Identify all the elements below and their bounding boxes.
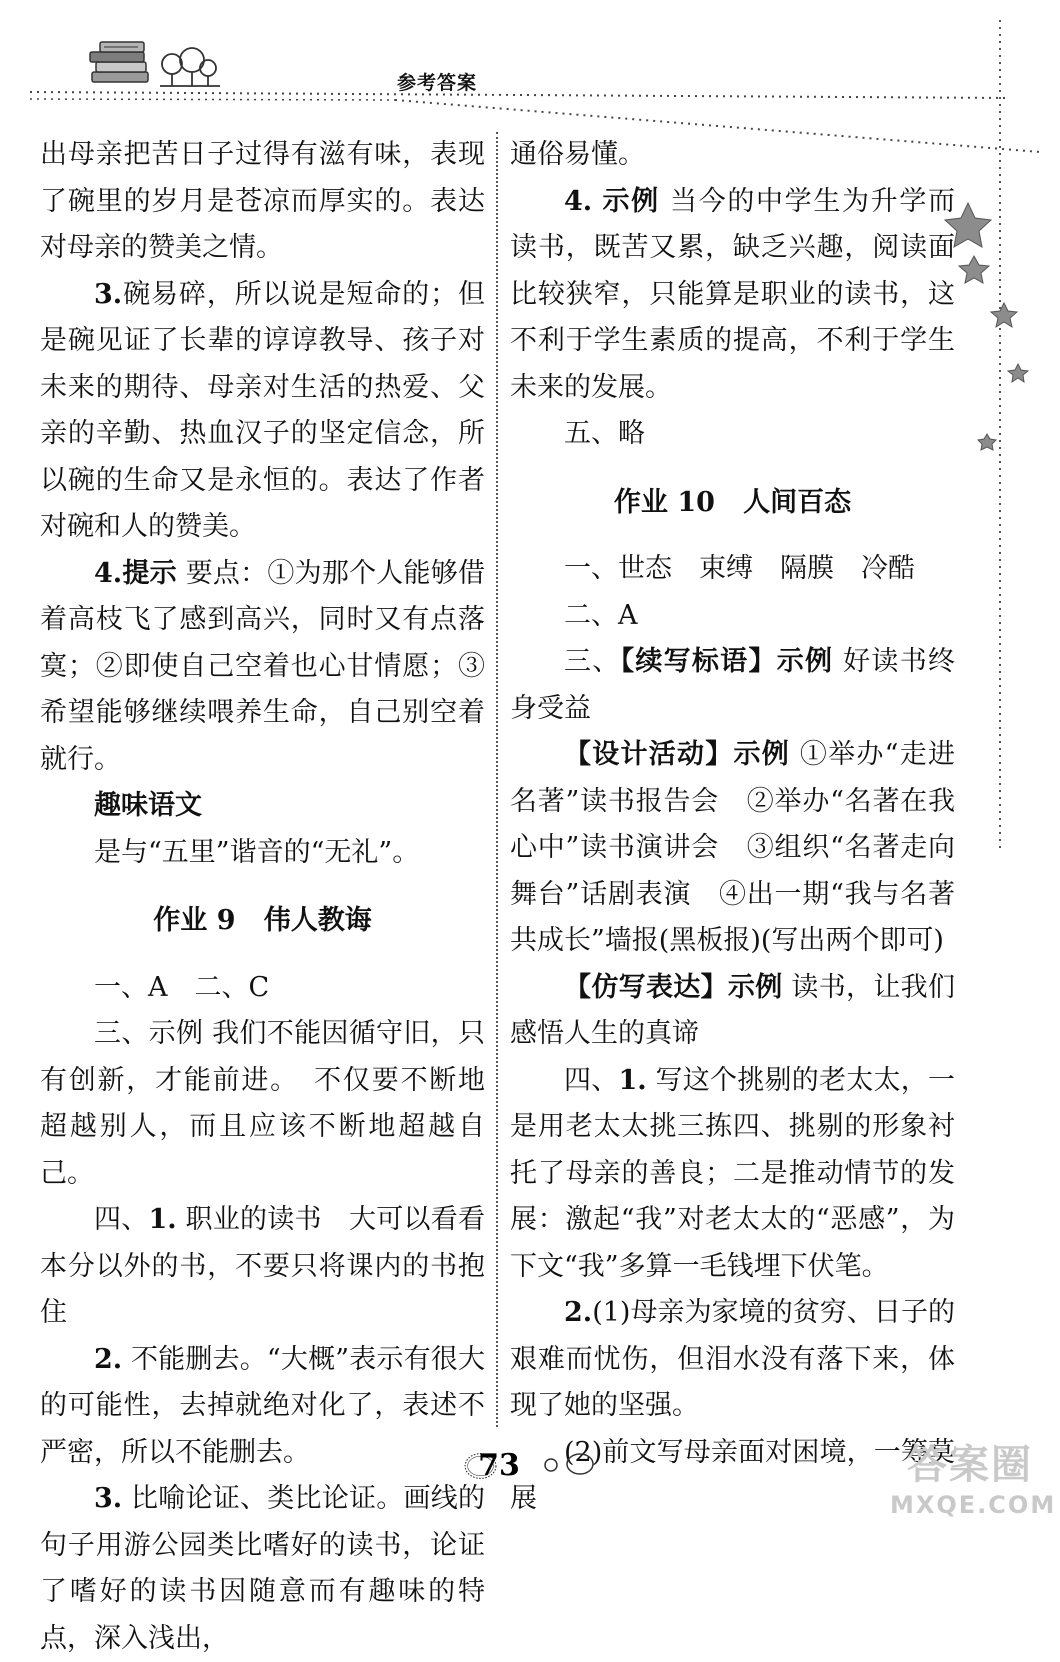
answer-paragraph: 三、【续写标语】示例 好读书终身受益 [510, 646, 955, 724]
page-number: 73 [478, 1448, 520, 1483]
answer-paragraph: 四、1. 写这个挑剔的老太太，一是用老太太挑三拣四、挑剔的形象衬托了母亲的善良；二是推动情节的发展：激起“我”对老太太的“恶感”，为下文“我”多算一毛钱埋下伏笔。 [510, 1064, 955, 1282]
circle-decoration-icon [540, 1450, 600, 1480]
answer-paragraph: 3.碗易碎，所以说是短命的；但是碗见证了长辈的谆谆教导、孩子对未来的期待、母亲对生活的热爱、父亲的辛勤、热血汉子的坚定信念，所以碗的生命又是永恒的。表达了作者对碗和人的赞美。 [40, 278, 485, 542]
watermark [890, 1440, 1057, 1530]
answer-paragraph: 四、1. 职业的读书 大可以看看本分以外的书，不要只将课内的书抱住 [40, 1204, 485, 1328]
answer-paragraph: 出母亲把苦日子过得有滋有味，表现了碗里的岁月是苍凉而厚实的。表达对母亲的赞美之情。 [40, 139, 485, 263]
watermark-logo: 答案圈 [907, 1442, 1033, 1488]
answer-paragraph: 2. 不能删去。“大概”表示有很大的可能性，去掉就绝对化了，表述不严密，所以不能删去。 [40, 1343, 485, 1468]
answer-paragraph: 【设计活动】示例 ①举办“走进名著”读书报告会 ②举办“名著在我心中”读书演讲会 ③组织“名著走向舞台”话剧表演 ④出一期“我与名著共成长”墙报(黑板报)(写出两个即可) [510, 739, 955, 956]
answer-paragraph: 【仿写表达】示例 读书，让我们感悟人生的真谛 [510, 971, 956, 1049]
answer-paragraph: 3. 比喻论证、类比论证。画线的句子用游公园类比嗜好的读书，论证了嗜好的读书因随意而有趣味的特点，深入浅出， [40, 1483, 485, 1654]
answer-paragraph: 一、A 二、C [94, 971, 270, 1003]
section-subtitle: 趣味语文 [94, 790, 202, 821]
answer-paragraph: 是与“五里”谐音的“无礼”。 [94, 836, 420, 868]
answer-paragraph: 4.提示 要点：①为那个人能够借着高枝飞了感到高兴，同时又有点落寞；②即使自己空着也心甘情愿；③希望能够继续喂养生命，自己别空着就行。 [40, 557, 486, 775]
answer-paragraph: 4. 示例 当今的中学生为升学而读书，既苦又累，缺乏兴趣，阅读面比较狭窄，只能算是职业的读书，这不利于学生素质的提高，不利于学生未来的发展。 [510, 185, 955, 403]
answer-paragraph: 2.(1)母亲为家境的贫穷、日子的艰难而忧伤，但泪水没有落下来，体现了她的坚强。 [510, 1297, 955, 1421]
books-icon [90, 42, 148, 82]
answer-paragraph: 通俗易懂。 [510, 139, 645, 170]
answer-paragraph: 三、示例 我们不能因循守旧，只有创新，才能前进。 不仅要不断地超越别人，而且应该不断地超越自己。 [40, 1018, 485, 1189]
trees-icon [160, 48, 220, 86]
right-column [510, 132, 955, 1523]
homework-heading: 作业 9 伟人教诲 [153, 905, 372, 936]
answer-paragraph: 五、略 [564, 418, 645, 449]
header-rule [30, 92, 1010, 98]
watermark-url: MXQE.COM [890, 1491, 1057, 1519]
header-title: 参考答案 [397, 72, 478, 94]
answer-paragraph: 二、A [564, 599, 638, 631]
star-icon [945, 203, 1028, 450]
answer-paragraph: 一、世态 束缚 隔膜 冷酷 [564, 553, 915, 584]
homework-heading: 作业 10 人间百态 [613, 486, 852, 518]
answer-paragraph: (2)前文写母亲面对困境，一筹莫展 [510, 1436, 955, 1514]
column-divider [496, 132, 498, 1427]
left-column [40, 132, 485, 1662]
